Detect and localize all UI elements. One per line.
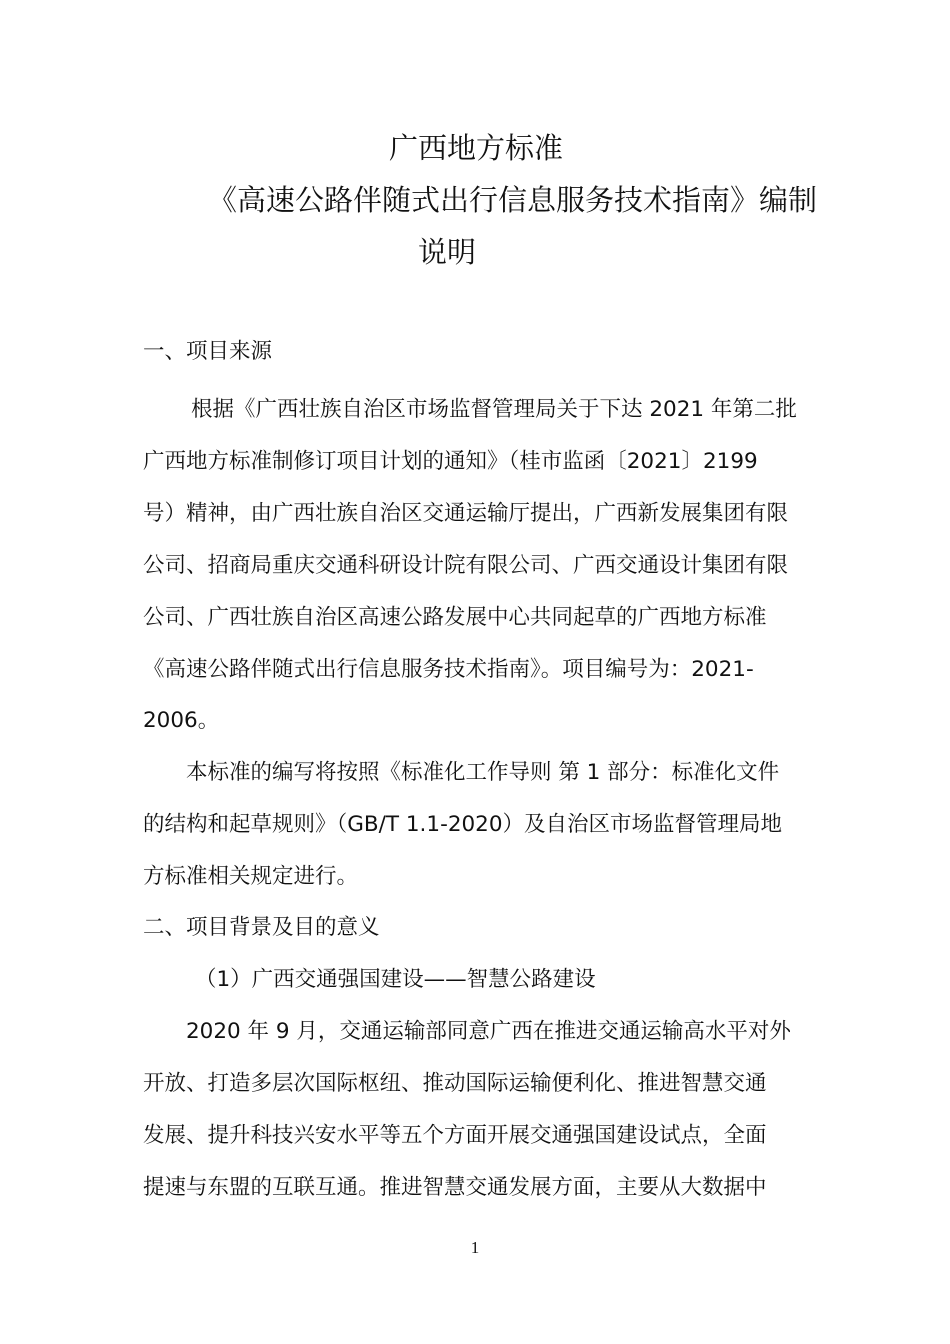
title-line-3: 说明 bbox=[418, 235, 477, 269]
paragraph-line: 方标准相关规定进行。 bbox=[143, 864, 359, 889]
paragraph-line: 提速与东盟的互联互通。推进智慧交通发展方面，主要从大数据中 bbox=[143, 1175, 767, 1200]
title-line-1: 广西地方标准 bbox=[389, 131, 564, 165]
paragraph-line: 2020 年 9 月，交通运输部同意广西在推进交通运输高水平对外 bbox=[186, 1019, 791, 1044]
paragraph-line: 广西地方标准制修订项目计划的通知》（桂市监函〔2021〕2199 bbox=[143, 449, 758, 474]
section-heading-1: 一、项目来源 bbox=[143, 339, 273, 364]
paragraph-line: 公司、招商局重庆交通科研设计院有限公司、广西交通设计集团有限 bbox=[143, 553, 789, 578]
paragraph-line: 开放、打造多层次国际枢纽、推动国际运输便利化、推进智慧交通 bbox=[143, 1071, 767, 1096]
page-number: 1 bbox=[470, 1238, 480, 1257]
paragraph-line: 的结构和起草规则》（GB/T 1.1-2020）及自治区市场监督管理局地 bbox=[143, 812, 783, 837]
paragraph-line: 公司、广西壮族自治区高速公路发展中心共同起草的广西地方标准 bbox=[143, 605, 767, 630]
subsection-heading: （1）广西交通强国建设——智慧公路建设 bbox=[195, 967, 596, 992]
paragraph-line: 号）精神，由广西壮族自治区交通运输厅提出，广西新发展集团有限 bbox=[143, 501, 789, 526]
paragraph-line: 本标准的编写将按照《标准化工作导则 第 1 部分：标准化文件 bbox=[186, 760, 780, 785]
paragraph-line: 根据《广西壮族自治区市场监督管理局关于下达 2021 年第二批 bbox=[191, 397, 797, 422]
section-heading-2: 二、项目背景及目的意义 bbox=[143, 915, 380, 940]
title-line-2: 《高速公路伴随式出行信息服务技术指南》编制 bbox=[208, 183, 818, 217]
paragraph-line: 发展、提升科技兴安水平等五个方面开展交通强国建设试点，全面 bbox=[143, 1123, 767, 1148]
paragraph-line: 《高速公路伴随式出行信息服务技术指南》。项目编号为：2021- bbox=[143, 657, 754, 682]
paragraph-line: 2006。 bbox=[143, 708, 220, 733]
